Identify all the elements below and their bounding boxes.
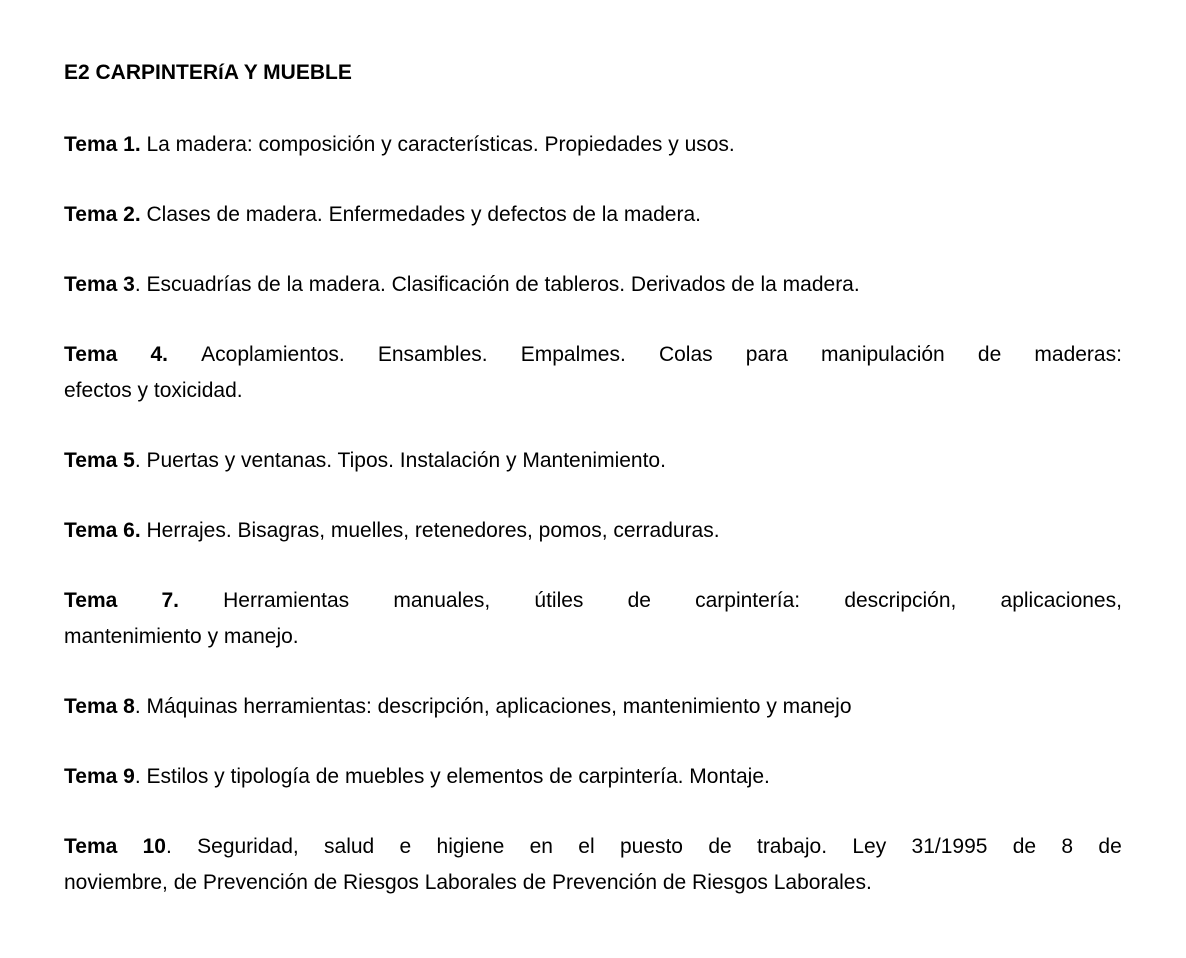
word: carpintería: bbox=[695, 589, 801, 612]
word: descripción, bbox=[844, 589, 957, 612]
paragraph-tema-6 bbox=[64, 513, 1122, 549]
text-line bbox=[64, 619, 1122, 655]
text-line bbox=[64, 865, 1122, 901]
tema-label: Tema 8 bbox=[64, 695, 135, 718]
text-line bbox=[64, 689, 1122, 725]
word: de bbox=[627, 589, 651, 612]
paragraph-tema-8 bbox=[64, 689, 1122, 725]
tema-label: Tema 3 bbox=[64, 273, 135, 296]
word: 7. bbox=[161, 589, 179, 612]
tema-label: Tema 2. bbox=[64, 203, 141, 226]
word: salud bbox=[324, 835, 375, 858]
word: en bbox=[529, 835, 553, 858]
paragraph-tema-7 bbox=[64, 583, 1122, 655]
text-line bbox=[64, 829, 1122, 865]
tema-text: efectos y toxicidad. bbox=[64, 379, 243, 402]
word: de bbox=[977, 343, 1002, 366]
word: 31/1995 bbox=[911, 835, 988, 858]
paragraph-tema-1 bbox=[64, 127, 1122, 163]
tema-label: Tema 1. bbox=[64, 133, 141, 156]
tema-text: . Escuadrías de la madera. Clasificación de tableros. Derivados de la madera. bbox=[134, 273, 860, 296]
tema-label: Tema 6. bbox=[64, 519, 141, 542]
tema-text: noviembre, de Prevención de Riesgos Laborales de Prevención de Riesgos Laborales. bbox=[64, 871, 872, 894]
paragraph-tema-5 bbox=[64, 443, 1122, 479]
tema-text: . Estilos y tipología de muebles y elementos de carpintería. Montaje. bbox=[134, 765, 770, 788]
word: el bbox=[578, 835, 595, 858]
text-line bbox=[64, 373, 1122, 409]
tema-text: La madera: composición y características. Propiedades y usos. bbox=[140, 133, 735, 156]
word: Tema bbox=[64, 835, 118, 858]
text-line bbox=[64, 443, 1122, 479]
word: puesto bbox=[619, 835, 683, 858]
paragraph-tema-9 bbox=[64, 759, 1122, 795]
word: para bbox=[745, 343, 788, 366]
word: manuales, bbox=[393, 589, 491, 612]
word: Seguridad, bbox=[197, 835, 299, 858]
word: Tema bbox=[64, 343, 118, 366]
document-title: E2 CARPINTERíA Y MUEBLE bbox=[64, 61, 352, 84]
paragraph-tema-3 bbox=[64, 267, 1122, 303]
word: higiene bbox=[436, 835, 505, 858]
word: manipulación bbox=[820, 343, 945, 366]
tema-label: Tema 5 bbox=[64, 449, 135, 472]
word: de bbox=[1098, 835, 1122, 858]
word: Ley bbox=[852, 835, 887, 858]
word: trabajo. bbox=[756, 835, 828, 858]
paragraph-tema-2 bbox=[64, 197, 1122, 233]
tema-text: mantenimiento y manejo. bbox=[64, 625, 299, 648]
word: 4. bbox=[150, 343, 168, 366]
text-line bbox=[64, 127, 1122, 163]
paragraph-list bbox=[64, 127, 1122, 901]
word: 10. bbox=[142, 835, 172, 858]
word: Empalmes. bbox=[520, 343, 626, 366]
word: Colas bbox=[658, 343, 713, 366]
tema-text: Clases de madera. Enfermedades y defectos de la madera. bbox=[140, 203, 701, 226]
tema-label: Tema 9 bbox=[64, 765, 135, 788]
paragraph-tema-4 bbox=[64, 337, 1122, 409]
tema-text: . Máquinas herramientas: descripción, aplicaciones, mantenimiento y manejo bbox=[134, 695, 852, 718]
tema-text: . Puertas y ventanas. Tipos. Instalación y Mantenimiento. bbox=[134, 449, 666, 472]
word: Ensambles. bbox=[377, 343, 488, 366]
word: 8 bbox=[1061, 835, 1074, 858]
text-line bbox=[64, 197, 1122, 233]
text-line bbox=[64, 337, 1122, 373]
word: Acoplamientos. bbox=[201, 343, 345, 366]
word: Tema bbox=[64, 589, 118, 612]
word: Herramientas bbox=[223, 589, 350, 612]
word: útiles bbox=[534, 589, 584, 612]
paragraph-tema-10 bbox=[64, 829, 1122, 901]
word: maderas: bbox=[1034, 343, 1122, 366]
word: e bbox=[399, 835, 412, 858]
text-line bbox=[64, 267, 1122, 303]
text-line bbox=[64, 759, 1122, 795]
text-line bbox=[64, 513, 1122, 549]
word: de bbox=[708, 835, 732, 858]
text-line bbox=[64, 583, 1122, 619]
word: aplicaciones, bbox=[1000, 589, 1122, 612]
word: de bbox=[1012, 835, 1037, 858]
tema-text: Herrajes. Bisagras, muelles, retenedores, pomos, cerraduras. bbox=[140, 519, 720, 542]
